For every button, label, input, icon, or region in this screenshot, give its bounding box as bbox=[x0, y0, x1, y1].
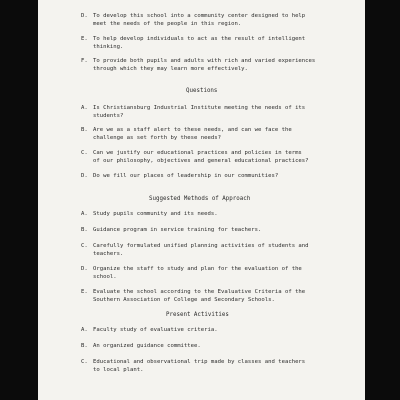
item-letter: E. bbox=[81, 289, 88, 295]
item-text: An organized guidance committee. bbox=[93, 343, 201, 349]
section-heading-questions: Questions bbox=[186, 88, 218, 94]
item-text: Guidance program in service training for teachers. bbox=[93, 227, 262, 233]
section-heading-methods: Suggested Methods of Approach bbox=[149, 196, 251, 202]
item-letter: B. bbox=[81, 343, 88, 349]
item-text: Can we justify our educational practices and policies in terms of our philosophy, objectives and general educational practices? bbox=[93, 150, 309, 165]
item-letter: C. bbox=[81, 243, 88, 249]
item-letter: D. bbox=[81, 173, 88, 179]
item-text: Educational and observational trip made by classes and teachers to local plant. bbox=[93, 359, 306, 374]
item-letter: A. bbox=[81, 211, 88, 217]
item-text: Study pupils community and its needs. bbox=[93, 211, 218, 217]
item-text: To help develop individuals to act as the result of intelligent thinking. bbox=[93, 36, 306, 51]
item-text: Do we fill our places of leadership in our communities? bbox=[93, 173, 279, 179]
item-letter: A. bbox=[81, 105, 88, 111]
item-text: Is Christiansburg Industrial Institute meeting the needs of its students? bbox=[93, 105, 306, 120]
item-text: To develop this school into a community center designed to help meet the needs of the people in this region. bbox=[93, 13, 306, 28]
item-letter: A. bbox=[81, 327, 88, 333]
item-letter: D. bbox=[81, 13, 88, 19]
item-text: To provide both pupils and adults with rich and varied experiences through which they may learn more effectively. bbox=[93, 58, 316, 73]
item-text: Carefully formulated unified planning activities of students and teachers. bbox=[93, 243, 309, 258]
item-letter: C. bbox=[81, 359, 88, 365]
item-text: Are we as a staff alert to these needs, and can we face the challenge as set forth by these needs? bbox=[93, 127, 292, 142]
section-heading-activities: Present Activities bbox=[166, 312, 229, 318]
document-page bbox=[38, 0, 365, 400]
item-letter: D. bbox=[81, 266, 88, 272]
item-text: Evaluate the school according to the Evaluative Criteria of the Southern Association of College and Secondary Schools. bbox=[93, 289, 306, 304]
item-letter: C. bbox=[81, 150, 88, 156]
item-letter: B. bbox=[81, 127, 88, 133]
item-letter: B. bbox=[81, 227, 88, 233]
item-letter: E. bbox=[81, 36, 88, 42]
item-letter: F. bbox=[81, 58, 88, 64]
item-text: Faculty study of evaluative criteria. bbox=[93, 327, 218, 333]
item-text: Organize the staff to study and plan for the evaluation of the school. bbox=[93, 266, 302, 281]
